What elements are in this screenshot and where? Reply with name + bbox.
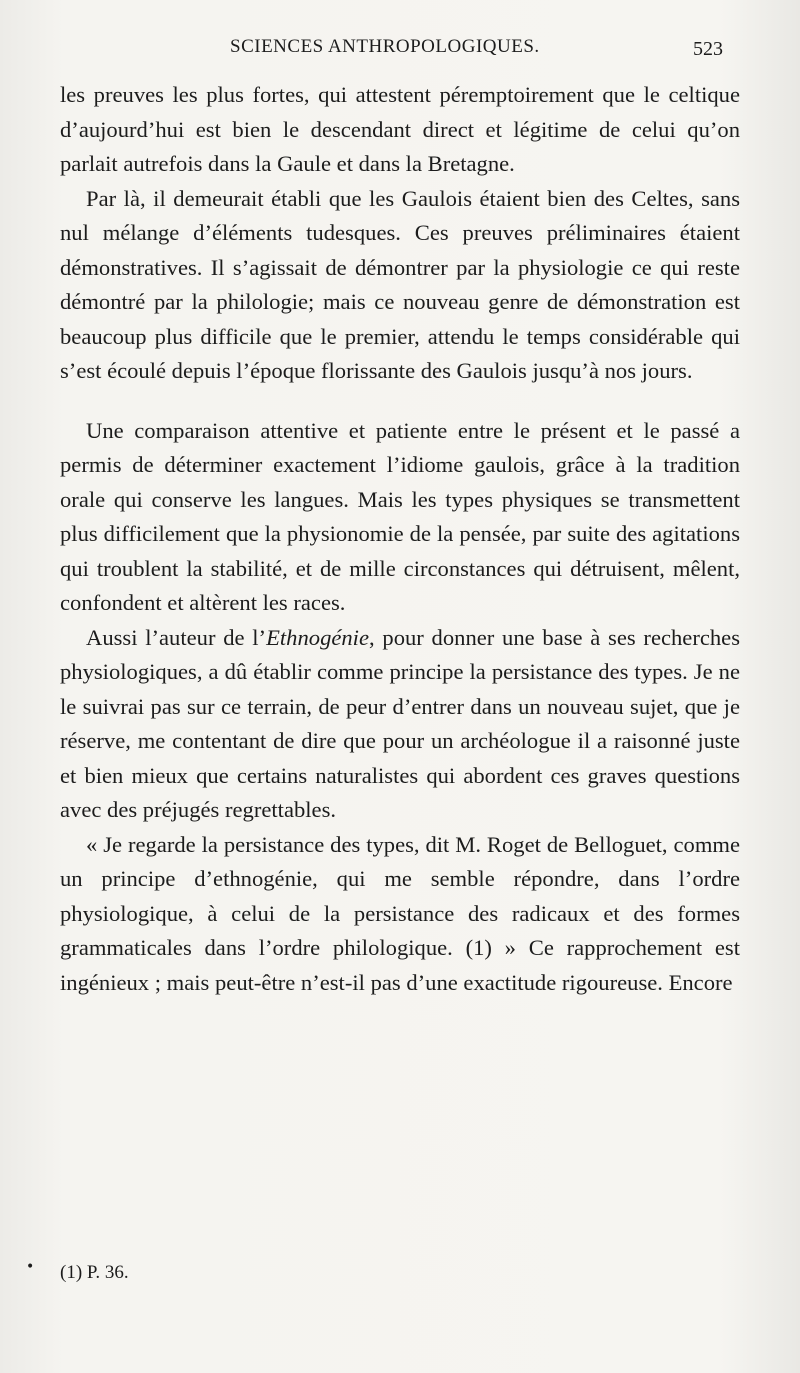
footnote: (1) P. 36.	[60, 1262, 129, 1283]
running-head: SCIENCES ANTHROPOLOGIQUES.	[230, 36, 540, 57]
paragraph-2: Par là, il demeurait établi que les Gaulois étaient bien des Celtes, sans nul mélange d’éléments tudesques. Ces preuves préliminaires étaient démonstratives. Il s’agissait de démontrer par la physiologie ce qui reste démontré par la philologie; mais ce nouveau genre de démonstration est beaucoup plus difficile que le premier, attendu le temps considérable qui s’est écoulé depuis l’époque florissante des Gaulois jusqu’à nos jours.	[60, 185, 740, 383]
body-text	[60, 78, 740, 1000]
margin-dot: •	[26, 1259, 35, 1275]
paragraph-3: Une comparaison attentive et patiente entre le présent et le passé a permis de déterminer exactement l’idiome gaulois, grâce à la tradition orale qui conserve les langues. Mais les types physiques se transmettent plus difficilement que la physionomie de la pensée, par suite des agitations qui troublent la stabilité, et de mille circonstances qui détruisent, mêlent, confondent et altèrent les races.	[60, 417, 740, 615]
paragraph-4-rest: , pour donner une base à ses recherches physiologiques, a dû établir comme principe la persistance des types. Je ne le suivrai pas sur ce terrain, de peur d’entrer dans un nouveau sujet, que je réserve, me contentant de dire que pour un archéologue il a raisonné juste et bien mieux que certains naturalistes qui abordent ces graves questions avec des préjugés regrettables.	[60, 624, 740, 822]
page-header	[0, 36, 800, 66]
book-title-ethnogenie: Ethnogénie	[266, 624, 369, 650]
paragraph-5: « Je regarde la persistance des types, dit M. Roget de Belloguet, comme un principe d’ethnogénie, qui me semble répondre, dans l’ordre physiologique, à celui de la persistance des radicaux et des formes grammaticales dans l’ordre philologique. (1) » Ce rapprochement est ingénieux ; mais peut-être n’est-il pas d’une exactitude rigoureuse. Encore	[60, 831, 740, 995]
page-number: 523	[693, 38, 723, 60]
paragraph-4	[60, 621, 740, 828]
paragraph-1: les preuves les plus fortes, qui attestent péremptoirement que le celtique d’aujourd’hui est bien le descendant direct et légitime de celui qu’on parlait autrefois dans la Gaule et dans la Bretagne.	[60, 82, 740, 176]
paragraph-4-start: Aussi l’auteur de l’	[86, 624, 267, 650]
